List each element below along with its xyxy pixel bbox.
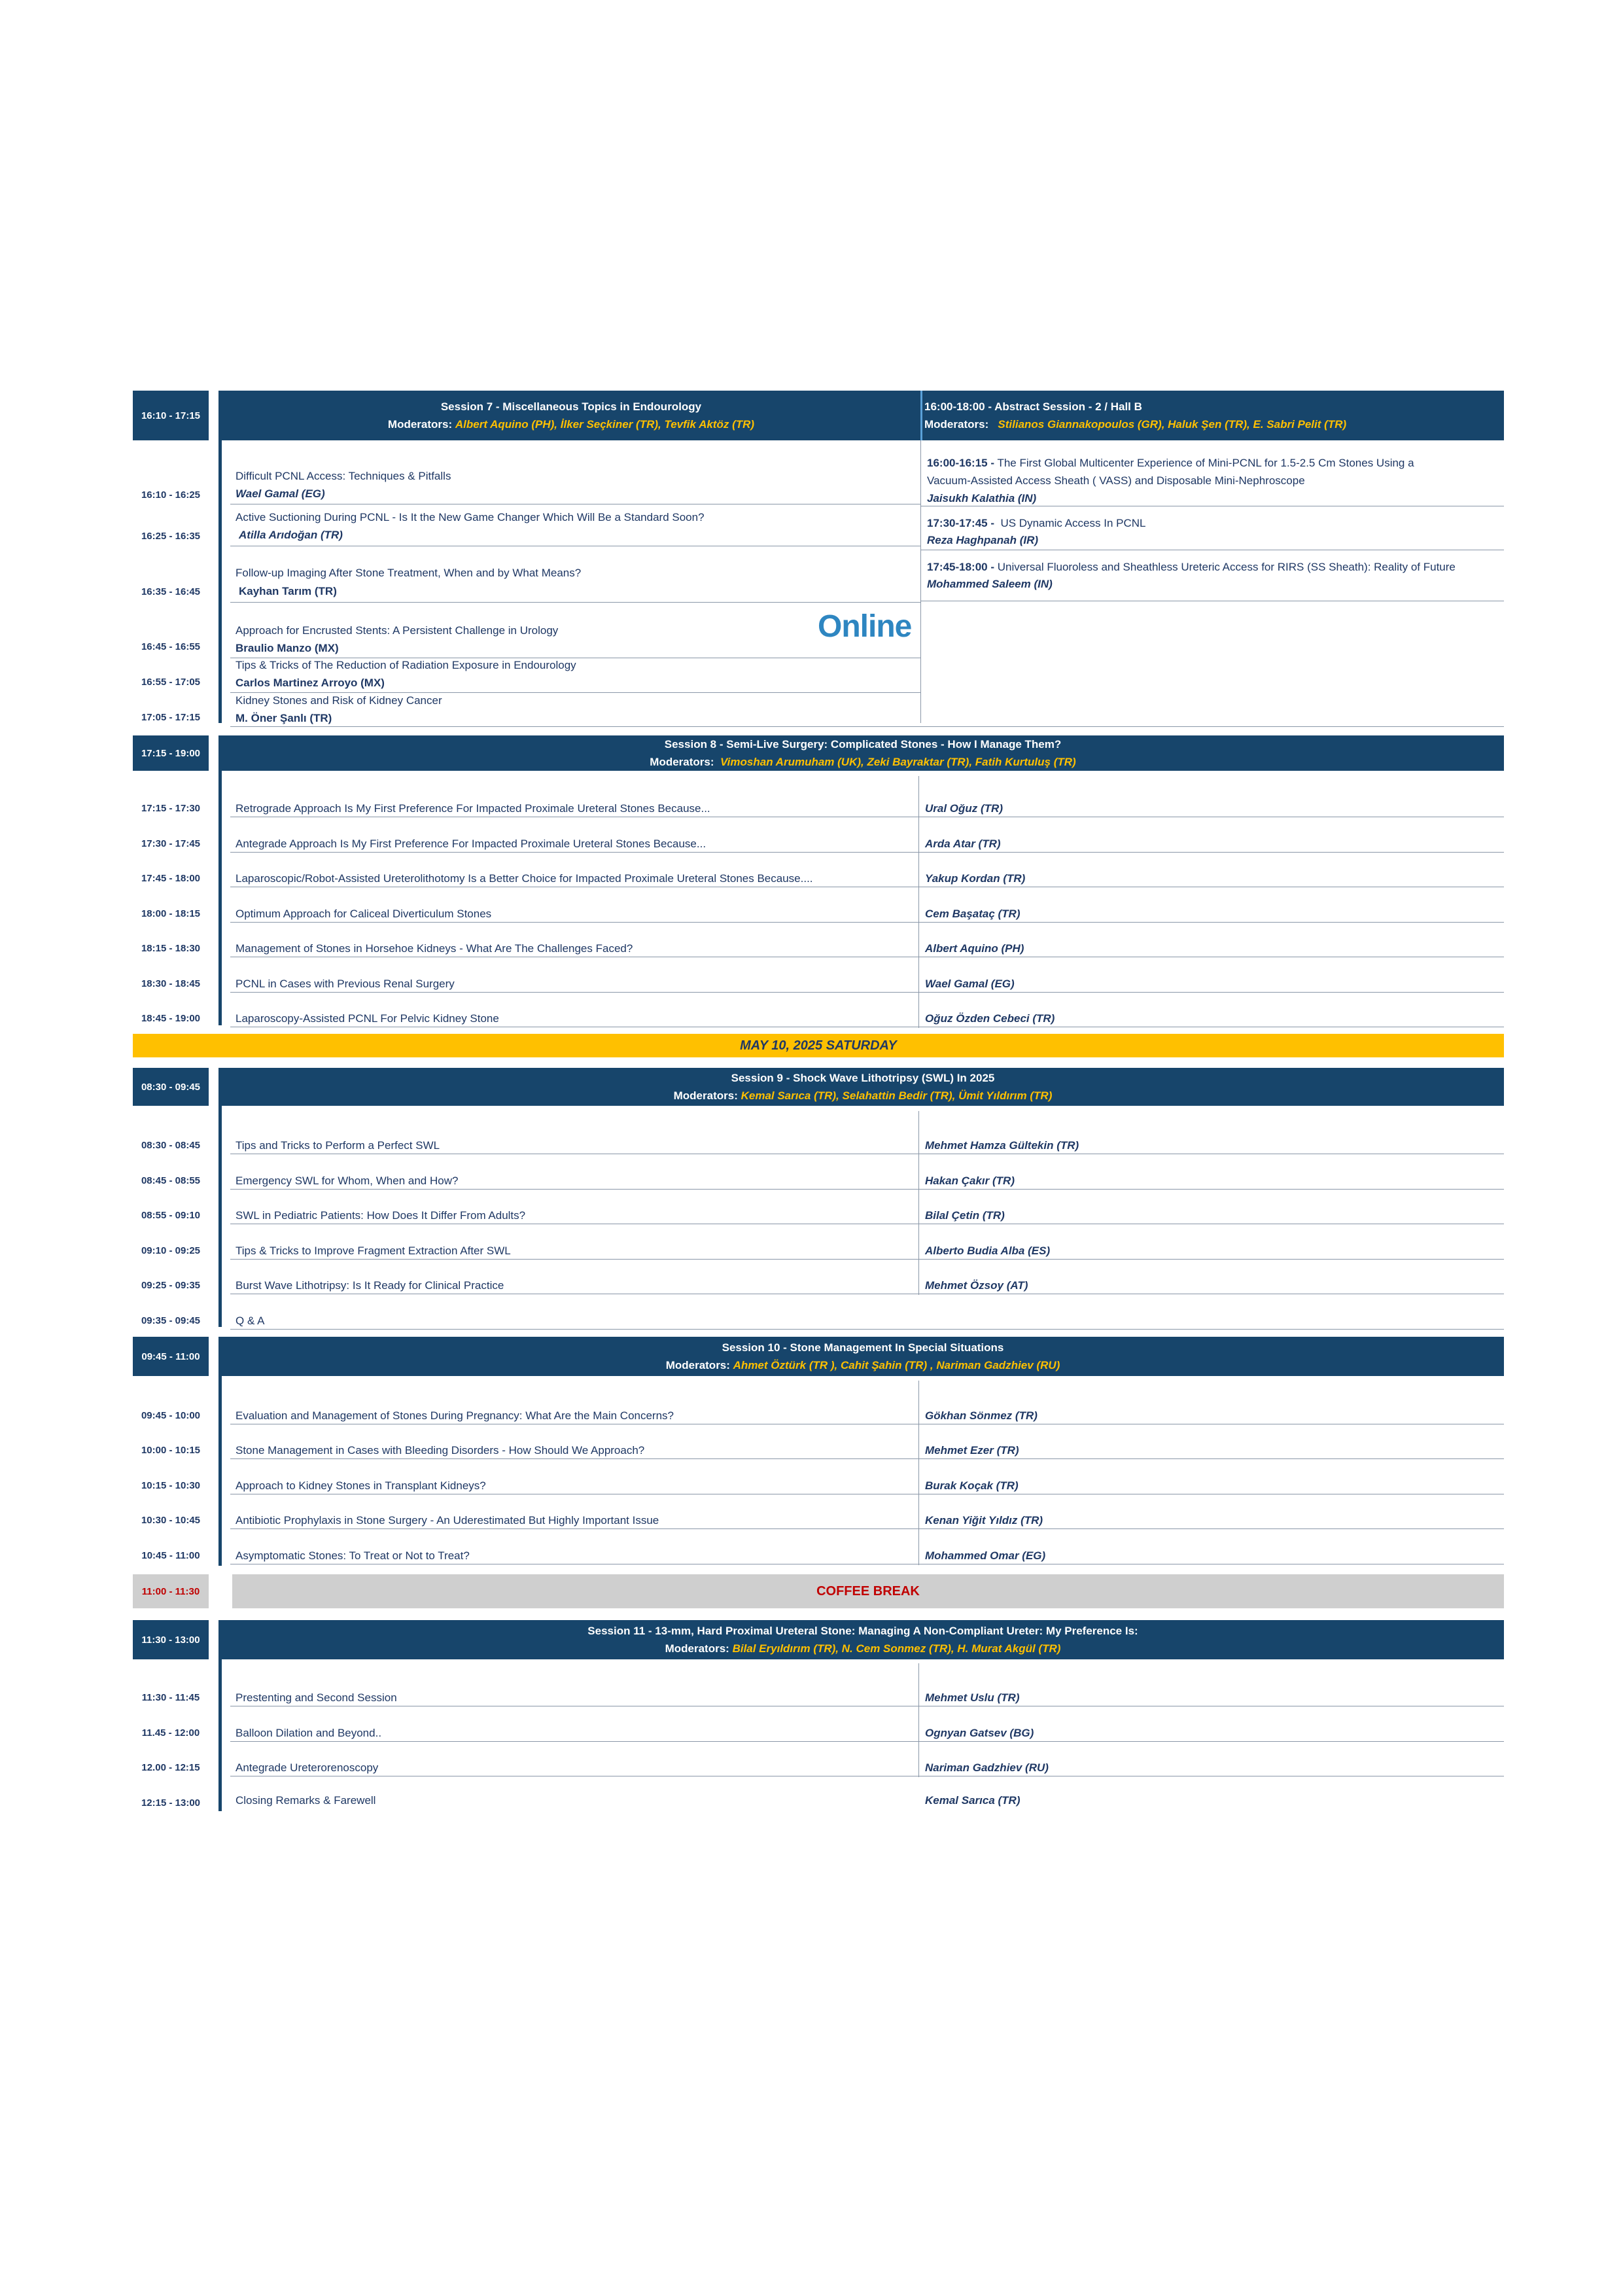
talk-time: 18:30 - 18:45 <box>141 978 201 989</box>
online-badge: Online <box>818 609 912 644</box>
talk-time: 10:45 - 11:00 <box>141 1550 200 1561</box>
talk-time: 17:30 - 17:45 <box>141 838 201 849</box>
talk-row <box>230 818 1504 853</box>
talk-speaker: Hakan Çakır (TR) <box>925 1174 1015 1187</box>
talk-row <box>230 1424 1504 1459</box>
talk-row <box>230 853 1504 887</box>
talk-speaker: Kemal Sarıca (TR) <box>925 1794 1021 1807</box>
talk-time: 17:15 - 17:30 <box>141 803 201 814</box>
session-header <box>222 1337 1504 1376</box>
talk-row <box>230 993 1504 1027</box>
talk-time: 08:45 - 08:55 <box>141 1175 201 1186</box>
session-time: 17:15 - 19:00 <box>133 735 209 771</box>
talk-speaker: Gökhan Sönmez (TR) <box>925 1409 1038 1422</box>
moderator-names: Vimoshan Arumuham (UK), Zeki Bayraktar (TR), Fatih Kurtuluş (TR) <box>720 756 1076 768</box>
talk-row <box>230 958 1504 993</box>
abstract-title-cont: Vacuum-Assisted Access Sheath ( VASS) and Disposable Mini-Nephroscope <box>927 474 1305 487</box>
talk-speaker: M. Öner Şanlı (TR) <box>236 712 332 724</box>
talk-title: SWL in Pediatric Patients: How Does It Differ From Adults? <box>236 1209 526 1222</box>
talk-title: Approach for Encrusted Stents: A Persistent Challenge in Urology <box>236 624 559 637</box>
talk-speaker: Alberto Budia Alba (ES) <box>925 1245 1051 1257</box>
talk-time: 16:35 - 16:45 <box>141 586 201 597</box>
session-bar <box>218 1068 222 1327</box>
talk-time: 18:45 - 19:00 <box>141 1013 201 1024</box>
talk-speaker: Wael Gamal (EG) <box>236 487 325 500</box>
talk-row <box>230 1190 1504 1224</box>
abstract-title: 16:00-18:00 - Abstract Session - 2 / Hall B <box>924 400 1142 413</box>
talk-row <box>230 1295 1504 1330</box>
abstract-time: 17:45-18:00 - <box>927 561 995 573</box>
moderators-label: Moderators: <box>665 1359 730 1371</box>
talk-time: 09:45 - 10:00 <box>141 1410 201 1421</box>
talk-row <box>230 785 1504 817</box>
abstract-speaker: Jaisukh Kalathia (IN) <box>927 492 1037 504</box>
talk-row <box>230 1530 1504 1564</box>
talk-title: Asymptomatic Stones: To Treat or Not to Treat? <box>236 1549 470 1562</box>
talk-speaker: Mohammed Omar (EG) <box>925 1549 1046 1562</box>
session-moderators <box>222 1356 1504 1374</box>
moderators-label: Moderators: <box>387 418 453 431</box>
session-title: Session 11 - 13-mm, Hard Proximal Ureteral Stone: Managing A Non-Compliant Ureter: My Preference Is: <box>587 1625 1138 1637</box>
column-divider <box>918 1733 919 1777</box>
talk-time: 10:15 - 10:30 <box>141 1480 201 1491</box>
column-divider <box>918 1521 919 1565</box>
talk-title: Antibiotic Prophylaxis in Stone Surgery - An Uderestimated But Highly Important Issue <box>236 1514 659 1527</box>
talk-title: PCNL in Cases with Previous Renal Surgery <box>236 978 455 990</box>
talk-speaker: Braulio Manzo (MX) <box>236 642 339 654</box>
talk-speaker: Mehmet Özsoy (AT) <box>925 1279 1028 1292</box>
talk-speaker: Wael Gamal (EG) <box>925 978 1015 990</box>
row-divider <box>230 726 1504 727</box>
talk-title: Stone Management in Cases with Bleeding Disorders - How Should We Approach? <box>236 1444 645 1457</box>
talk-time: 18:15 - 18:30 <box>141 943 201 954</box>
talk-title: Approach to Kidney Stones in Transplant Kidneys? <box>236 1479 486 1492</box>
abstract-speaker: Reza Haghpanah (IR) <box>927 534 1039 546</box>
talk-speaker: Mehmet Hamza Gültekin (TR) <box>925 1139 1079 1152</box>
session-header <box>222 735 1504 771</box>
talk-time: 09:10 - 09:25 <box>141 1245 201 1256</box>
talk-title: Balloon Dilation and Beyond.. <box>236 1727 382 1739</box>
talk-title: Q & A <box>236 1315 265 1327</box>
talk-row <box>230 1260 1504 1294</box>
talk-time: 11:30 - 11:45 <box>141 1692 200 1703</box>
session-moderators <box>222 415 920 433</box>
session-title: Session 9 - Shock Wave Lithotripsy (SWL) In 2025 <box>731 1072 995 1084</box>
talk-title: Laparoscopy-Assisted PCNL For Pelvic Kidney Stone <box>236 1012 499 1025</box>
abstract-header <box>922 391 1504 440</box>
session-moderators <box>222 1087 1504 1104</box>
talk-title: Kidney Stones and Risk of Kidney Cancer <box>236 694 442 707</box>
talk-row <box>230 923 1504 957</box>
talk-speaker: Kenan Yiğit Yıldız (TR) <box>925 1514 1043 1527</box>
session-title: Session 8 - Semi-Live Surgery: Complicated Stones - How I Manage Them? <box>664 738 1062 751</box>
talk-time: 08:30 - 08:45 <box>141 1140 201 1151</box>
talk-speaker: Arda Atar (TR) <box>925 838 1001 850</box>
talk-time: 16:45 - 16:55 <box>141 641 201 652</box>
talk-speaker: Cem Başataç (TR) <box>925 908 1021 920</box>
talk-row <box>230 1672 1504 1706</box>
talk-title: Closing Remarks & Farewell <box>236 1794 376 1807</box>
talk-row <box>230 1225 1504 1260</box>
talk-speaker: Mehmet Uslu (TR) <box>925 1691 1020 1704</box>
talk-speaker: Ural Oğuz (TR) <box>925 802 1003 815</box>
session-time: 16:10 - 17:15 <box>133 391 209 440</box>
talk-time: 11.45 - 12:00 <box>141 1727 200 1739</box>
talk-time: 10:00 - 10:15 <box>141 1445 201 1456</box>
talk-title: Emergency SWL for Whom, When and How? <box>236 1174 459 1187</box>
talk-speaker: Oğuz Özden Cebeci (TR) <box>925 1012 1055 1025</box>
abstract-speaker: Mohammed Saleem (IN) <box>927 578 1053 590</box>
column-divider <box>918 983 919 1028</box>
moderator-names: Bilal Eryıldırım (TR), N. Cem Sonmez (TR), H. Murat Akgül (TR) <box>732 1642 1061 1655</box>
talk-title: Tips & Tricks to Improve Fragment Extraction After SWL <box>236 1245 511 1257</box>
talk-time: 17:45 - 18:00 <box>141 873 201 884</box>
talk-title: Antegrade Approach Is My First Preference For Impacted Proximale Ureteral Stones Because... <box>236 838 707 850</box>
talk-title: Difficult PCNL Access: Techniques & Pitfalls <box>236 470 451 482</box>
moderator-names: Kemal Sarıca (TR), Selahattin Bedir (TR), Ümit Yıldırım (TR) <box>741 1089 1053 1102</box>
talk-speaker: Bilal Çetin (TR) <box>925 1209 1005 1222</box>
session-time: 09:45 - 11:00 <box>133 1337 209 1376</box>
talk-time: 16:10 - 16:25 <box>141 489 201 501</box>
abstract-title: Universal Fluoroless and Sheathless Ureteric Access for RIRS (SS Sheath): Reality of Future <box>997 561 1456 573</box>
abstract-title: The First Global Multicenter Experience of Mini-PCNL for 1.5-2.5 Cm Stones Using a <box>997 457 1414 469</box>
talk-speaker: Ognyan Gatsev (BG) <box>925 1727 1034 1739</box>
moderator-names: Ahmet Öztürk (TR ), Cahit Şahin (TR) , Nariman Gadzhiev (RU) <box>733 1359 1060 1371</box>
row-divider <box>230 602 920 603</box>
talk-speaker: Yakup Kordan (TR) <box>925 872 1026 885</box>
talk-time: 12.00 - 12:15 <box>141 1762 200 1773</box>
talk-speaker: Burak Koçak (TR) <box>925 1479 1019 1492</box>
session-title: Session 10 - Stone Management In Special Situations <box>722 1341 1004 1354</box>
session-header <box>222 1068 1504 1106</box>
column-divider <box>918 1250 919 1295</box>
session-bar <box>218 735 222 1025</box>
session-time: 08:30 - 09:45 <box>133 1068 209 1106</box>
talk-row <box>230 1494 1504 1529</box>
abstract-item <box>927 514 1145 532</box>
talk-time: 17:05 - 17:15 <box>141 712 201 723</box>
talk-title: Antegrade Ureterorenoscopy <box>236 1761 379 1774</box>
talk-row <box>230 888 1504 923</box>
abstract-moderators <box>924 415 1504 433</box>
talk-title: Retrograde Approach Is My First Preference For Impacted Proximale Ureteral Stones Because... <box>236 802 710 815</box>
talk-time: 16:25 - 16:35 <box>141 531 201 542</box>
talk-title: Laparoscopic/Robot-Assisted Ureterolithotomy Is a Better Choice for Impacted Proximale Ureteral Stones Because.... <box>236 872 813 885</box>
moderator-names: Stilianos Giannakopoulos (GR), Haluk Şen (TR), E. Sabri Pelit (TR) <box>998 418 1347 431</box>
moderators-label: Moderators: <box>673 1089 738 1102</box>
session-title: Session 7 - Miscellaneous Topics in Endourology <box>440 400 702 413</box>
session-moderators <box>222 1640 1504 1657</box>
session-header <box>222 1620 1504 1659</box>
coffee-time: 11:00 - 11:30 <box>133 1574 209 1608</box>
talk-row <box>230 1390 1504 1424</box>
talk-title: Active Suctioning During PCNL - Is It the New Game Changer Which Will Be a Standard Soon? <box>236 511 705 523</box>
talk-time: 18:00 - 18:15 <box>141 908 201 919</box>
session-moderators <box>222 753 1504 771</box>
session-time: 11:30 - 13:00 <box>133 1620 209 1659</box>
column-divider <box>920 440 921 723</box>
abstract-item <box>927 454 1414 472</box>
abstract-time: 17:30-17:45 - <box>927 517 995 529</box>
talk-speaker: Carlos Martinez Arroyo (MX) <box>236 677 385 689</box>
talk-title: Tips & Tricks of The Reduction of Radiation Exposure in Endourology <box>236 659 576 671</box>
talk-row <box>230 1460 1504 1494</box>
day-banner: MAY 10, 2025 SATURDAY <box>133 1034 1504 1057</box>
talk-title: Prestenting and Second Session <box>236 1691 397 1704</box>
moderators-label: Moderators: <box>650 756 714 768</box>
talk-time: 09:35 - 09:45 <box>141 1315 201 1326</box>
abstract-item <box>927 558 1456 576</box>
talk-title: Tips and Tricks to Perform a Perfect SWL <box>236 1139 440 1152</box>
abstract-time: 16:00-16:15 - <box>927 457 995 469</box>
talk-time: 16:55 - 17:05 <box>141 677 201 688</box>
talk-title: Optimum Approach for Caliceal Diverticulum Stones <box>236 908 492 920</box>
talk-title: Burst Wave Lithotripsy: Is It Ready for Clinical Practice <box>236 1279 504 1292</box>
talk-speaker: Kayhan Tarım (TR) <box>239 585 337 597</box>
talk-speaker: Nariman Gadzhiev (RU) <box>925 1761 1049 1774</box>
talk-row <box>230 1707 1504 1742</box>
talk-row <box>230 1155 1504 1190</box>
talk-speaker: Atilla Arıdoğan (TR) <box>239 529 343 541</box>
session-bar <box>218 391 222 723</box>
talk-time: 08:55 - 09:10 <box>141 1210 201 1221</box>
abstract-title: US Dynamic Access In PCNL <box>1000 517 1146 529</box>
moderators-label: Moderators: <box>924 418 989 431</box>
session-header <box>222 391 920 440</box>
talk-title: Management of Stones in Horsehoe Kidneys - What Are The Challenges Faced? <box>236 942 633 955</box>
talk-time: 12:15 - 13:00 <box>141 1797 201 1809</box>
talk-time: 10:30 - 10:45 <box>141 1515 201 1526</box>
talk-speaker: Mehmet Ezer (TR) <box>925 1444 1019 1457</box>
talk-row <box>230 1742 1504 1776</box>
talk-time: 09:25 - 09:35 <box>141 1280 201 1291</box>
talk-title: Evaluation and Management of Stones During Pregnancy: What Are the Main Concerns? <box>236 1409 674 1422</box>
talk-speaker: Albert Aquino (PH) <box>925 942 1024 955</box>
moderators-label: Moderators: <box>665 1642 729 1655</box>
talk-title: Follow-up Imaging After Stone Treatment, When and by What Means? <box>236 567 582 579</box>
talk-row <box>230 1120 1504 1154</box>
moderator-names: Albert Aquino (PH), İlker Seçkiner (TR), Tevfik Aktöz (TR) <box>455 418 755 431</box>
coffee-break: COFFEE BREAK <box>232 1574 1504 1608</box>
